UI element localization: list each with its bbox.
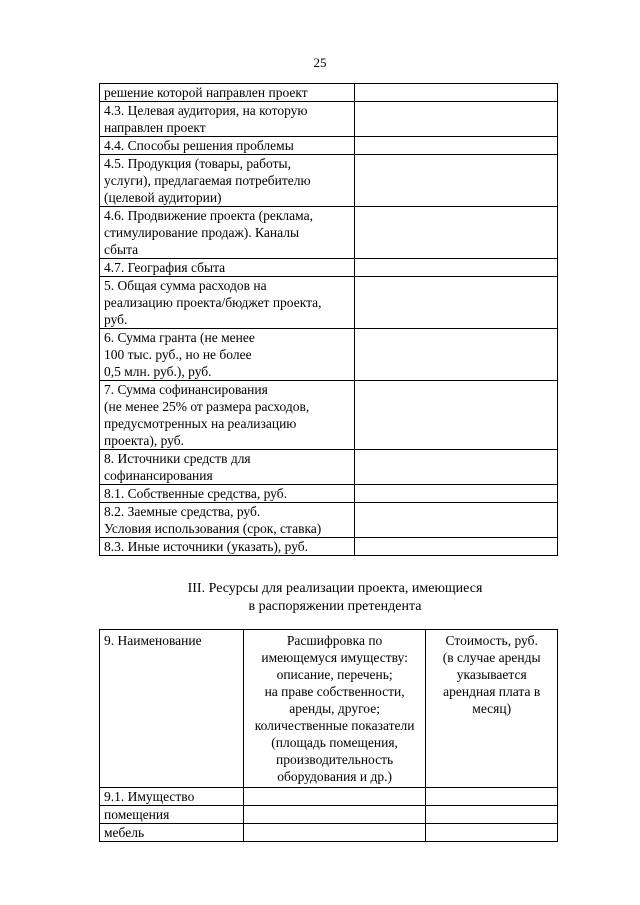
section-title-line-1: III. Ресурсы для реализации проекта, имеющиеся [187, 581, 483, 596]
row-label: 8. Источники средств для софинансирования [100, 450, 355, 485]
table-row [100, 788, 558, 806]
row-value-cell[interactable] [354, 381, 557, 450]
table-row [100, 329, 558, 381]
table-row [100, 84, 558, 102]
row-value-cell[interactable] [354, 155, 557, 207]
row-label: 4.3. Целевая аудитория, на которую направлен проект [100, 102, 355, 137]
table-row [100, 538, 558, 556]
resource-cost-cell[interactable] [426, 824, 558, 842]
resource-description-cell[interactable] [243, 806, 426, 824]
row-value-cell[interactable] [354, 538, 557, 556]
table-row [100, 277, 558, 329]
project-info-table [99, 83, 558, 556]
row-value-cell[interactable] [354, 259, 557, 277]
row-label: 4.5. Продукция (товары, работы, услуги), предлагаемая потребителю (целевой аудитории) [100, 155, 355, 207]
table-row [100, 207, 558, 259]
row-value-cell[interactable] [354, 137, 557, 155]
row-label: 4.4. Способы решения проблемы [100, 137, 355, 155]
table-row [100, 155, 558, 207]
header-cost: Стоимость, руб. (в случае аренды указывается арендная плата в месяц) [426, 630, 558, 788]
table-row [100, 485, 558, 503]
row-value-cell[interactable] [354, 207, 557, 259]
row-value-cell[interactable] [354, 277, 557, 329]
page-number: 25 [313, 55, 327, 70]
table-row [100, 503, 558, 538]
header-description: Расшифровка по имеющемуся имуществу: описание, перечень; на праве собственности, аренды, другое; количественные показатели (площадь помещения, производительность оборудования и др.) [243, 630, 426, 788]
row-value-cell[interactable] [354, 329, 557, 381]
row-label: 8.3. Иные источники (указать), руб. [100, 538, 355, 556]
row-value-cell[interactable] [354, 503, 557, 538]
row-label: 7. Сумма софинансирования (не менее 25% от размера расходов, предусмотренных на реализацию проекта), руб. [100, 381, 355, 450]
row-label: 8.1. Собственные средства, руб. [100, 485, 355, 503]
resource-description-cell[interactable] [243, 788, 426, 806]
table-row [100, 137, 558, 155]
resource-cost-cell[interactable] [426, 788, 558, 806]
resources-table-header-row [100, 630, 558, 788]
row-value-cell[interactable] [354, 102, 557, 137]
resource-description-cell[interactable] [243, 824, 426, 842]
resource-name: мебель [100, 824, 244, 842]
table-row [100, 824, 558, 842]
table-row [100, 450, 558, 485]
row-value-cell[interactable] [354, 485, 557, 503]
table-row [100, 102, 558, 137]
section-title-line-2: в распоряжении претендента [248, 599, 422, 614]
header-name: 9. Наименование [100, 630, 244, 788]
row-label: 5. Общая сумма расходов на реализацию проекта/бюджет проекта, руб. [100, 277, 355, 329]
section-title [0, 580, 640, 616]
row-label: 8.2. Заемные средства, руб. Условия использования (срок, ставка) [100, 503, 355, 538]
resource-cost-cell[interactable] [426, 806, 558, 824]
resource-name: помещения [100, 806, 244, 824]
table-row [100, 806, 558, 824]
resources-table [99, 629, 558, 842]
row-label: решение которой направлен проект [100, 84, 355, 102]
row-value-cell[interactable] [354, 84, 557, 102]
table-row [100, 259, 558, 277]
resource-name: 9.1. Имущество [100, 788, 244, 806]
row-label: 4.6. Продвижение проекта (реклама, стимулирование продаж). Каналы сбыта [100, 207, 355, 259]
row-label: 6. Сумма гранта (не менее 100 тыс. руб., но не более 0,5 млн. руб.), руб. [100, 329, 355, 381]
table-row [100, 381, 558, 450]
row-label: 4.7. География сбыта [100, 259, 355, 277]
row-value-cell[interactable] [354, 450, 557, 485]
